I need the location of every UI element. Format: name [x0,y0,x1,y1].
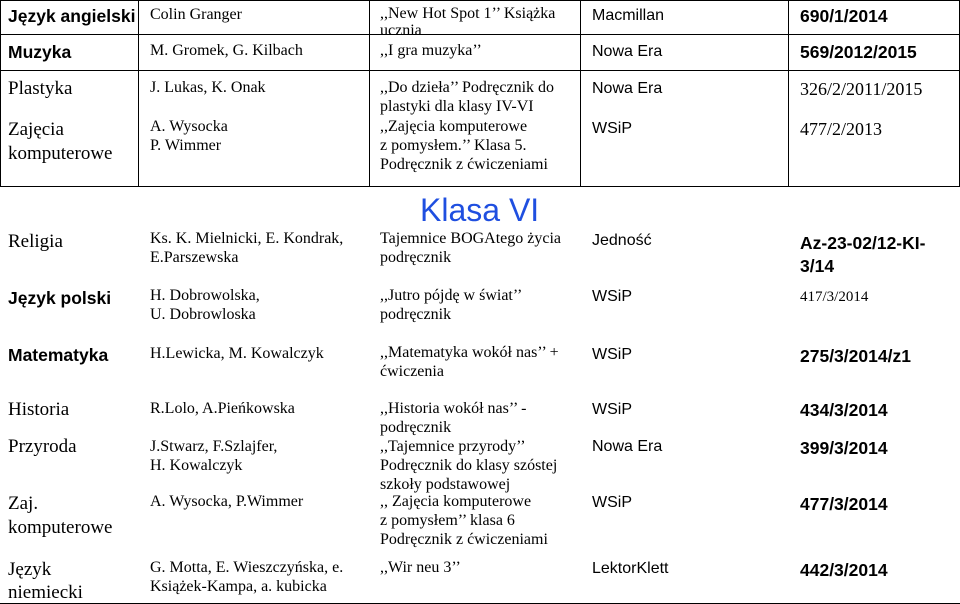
title-line: podręcznik [380,306,452,323]
author-cell: H.Lewicka, M. Kowalczyk [150,345,324,362]
title-line: ,,Historia wokół nas’’ - [380,400,527,417]
author-line: Książek-Kampa, a. kubicka [150,578,327,595]
number-cell: 434/3/2014 [800,400,888,420]
subject-cell: Plastyka [8,78,73,99]
rule [0,70,960,71]
title-line: Tajemnice BOGAtego życia [380,230,562,247]
title-line: ,,Matematyka wokół nas’’ + [380,344,559,361]
subject-cell: Przyroda [8,436,77,457]
number-cell: 326/2/2011/2015 [800,79,923,99]
subject-cell [8,492,112,540]
number-cell: 569/2012/2015 [800,42,917,62]
subject-line: Język [8,559,52,580]
number-cell: 275/3/2014/z1 [800,346,911,366]
title-cell [380,117,548,174]
publisher-cell: WSiP [592,401,632,418]
author-line: E.Parszewska [150,249,239,266]
title-cell [380,286,522,324]
author-cell [150,286,260,324]
title-line: Podręcznik z ćwiczeniami [380,531,548,548]
author-line: H. Dobrowolska, [150,287,260,304]
author-cell [150,437,277,475]
title-cell [380,78,554,116]
title-cell [380,5,555,39]
subject-line: komputerowe [8,517,113,538]
subject-cell [8,558,83,604]
author-cell: A. Wysocka, P.Wimmer [150,493,304,510]
title-cell: ,,Wir neu 3’’ [380,559,461,576]
title-line: ,,New Hot Spot 1’’ Książka [380,5,556,22]
title-cell: ,,I gra muzyka’’ [380,42,482,59]
rule [138,0,139,187]
subject-cell: Religia [8,231,63,252]
subject-line: Zaj. [8,493,39,514]
publisher-cell: Nowa Era [592,43,663,60]
title-line: ucznia [380,22,422,39]
title-line: Podręcznik z ćwiczeniami [380,156,548,173]
rule [580,0,581,187]
author-cell: R.Lolo, A.Pieńkowska [150,400,295,417]
title-cell [380,399,526,437]
author-line: H. Kowalczyk [150,457,243,474]
number-cell [800,232,925,278]
rule [0,0,1,187]
subject-cell: Język polski [8,288,112,308]
title-line: podręcznik [380,419,452,436]
publisher-cell: WSiP [592,288,632,305]
title-line: z pomysłem.’’ Klasa 5. [380,137,527,154]
subject-line: komputerowe [8,143,113,164]
subject-cell: Język angielski [8,6,136,26]
title-line: podręcznik [380,249,452,266]
number-cell: 442/3/2014 [800,560,888,580]
publisher-cell: LektorKlett [592,560,669,577]
rule [0,0,960,1]
author-cell: Colin Granger [150,6,242,23]
author-cell: J. Lukas, K. Onak [150,79,266,96]
title-line: szkoły podstawowej [380,476,511,493]
title-line: ,,Jutro pójdę w świat’’ [380,287,523,304]
publisher-cell: Nowa Era [592,438,663,455]
publisher-cell: WSiP [592,494,632,511]
publisher-cell: WSiP [592,120,632,137]
author-cell [150,117,228,155]
title-cell [380,437,557,494]
number-cell: 399/3/2014 [800,438,888,458]
author-line: J.Stwarz, F.Szlajfer, [150,438,278,455]
author-cell [150,558,343,596]
author-line: A. Wysocka [150,118,228,135]
publisher-cell: WSiP [592,346,632,363]
title-cell [380,343,559,381]
title-line: ćwiczenia [380,363,444,380]
publisher-cell: Nowa Era [592,80,663,97]
title-line: ,,Tajemnice przyrody’’ [380,438,526,455]
subject-cell: Historia [8,399,70,420]
subject-cell: Muzyka [8,42,72,62]
author-line: U. Dobrowloska [150,306,256,323]
subject-cell: Matematyka [8,345,109,365]
title-cell [380,492,548,549]
number-line: Az-23-02/12-KI- [800,233,926,253]
publisher-cell: Macmillan [592,7,665,24]
rule [0,186,960,187]
section-heading: Klasa VI [420,192,540,228]
title-line: ,, Zajęcia komputerowe [380,493,532,510]
number-cell: 477/3/2014 [800,494,888,514]
title-line: z pomysłem’’ klasa 6 [380,512,515,529]
publisher-cell: Jedność [592,232,652,249]
title-cell [380,229,561,267]
number-cell: 477/2/2013 [800,119,883,139]
title-line: plastyki dla klasy IV-VI [380,98,534,115]
title-line: Podręcznik do klasy szóstej [380,457,558,474]
title-line: ,,Do dzieła’’ Podręcznik do [380,79,555,96]
author-cell [150,229,343,267]
rule [369,0,370,187]
subject-line: Zajęcia [8,119,64,140]
author-line: Ks. K. Mielnicki, E. Kondrak, [150,230,344,247]
author-line: G. Motta, E. Wieszczyńska, e. [150,559,344,576]
number-cell: 417/3/2014 [800,289,869,305]
subject-cell [8,118,112,166]
subject-line: niemiecki [8,582,83,603]
number-line: 3/14 [800,256,835,276]
number-cell: 690/1/2014 [800,6,888,26]
rule [788,0,789,187]
author-line: P. Wimmer [150,137,222,154]
author-cell: M. Gromek, G. Kilbach [150,42,303,59]
title-line: ,,Zajęcia komputerowe [380,118,528,135]
